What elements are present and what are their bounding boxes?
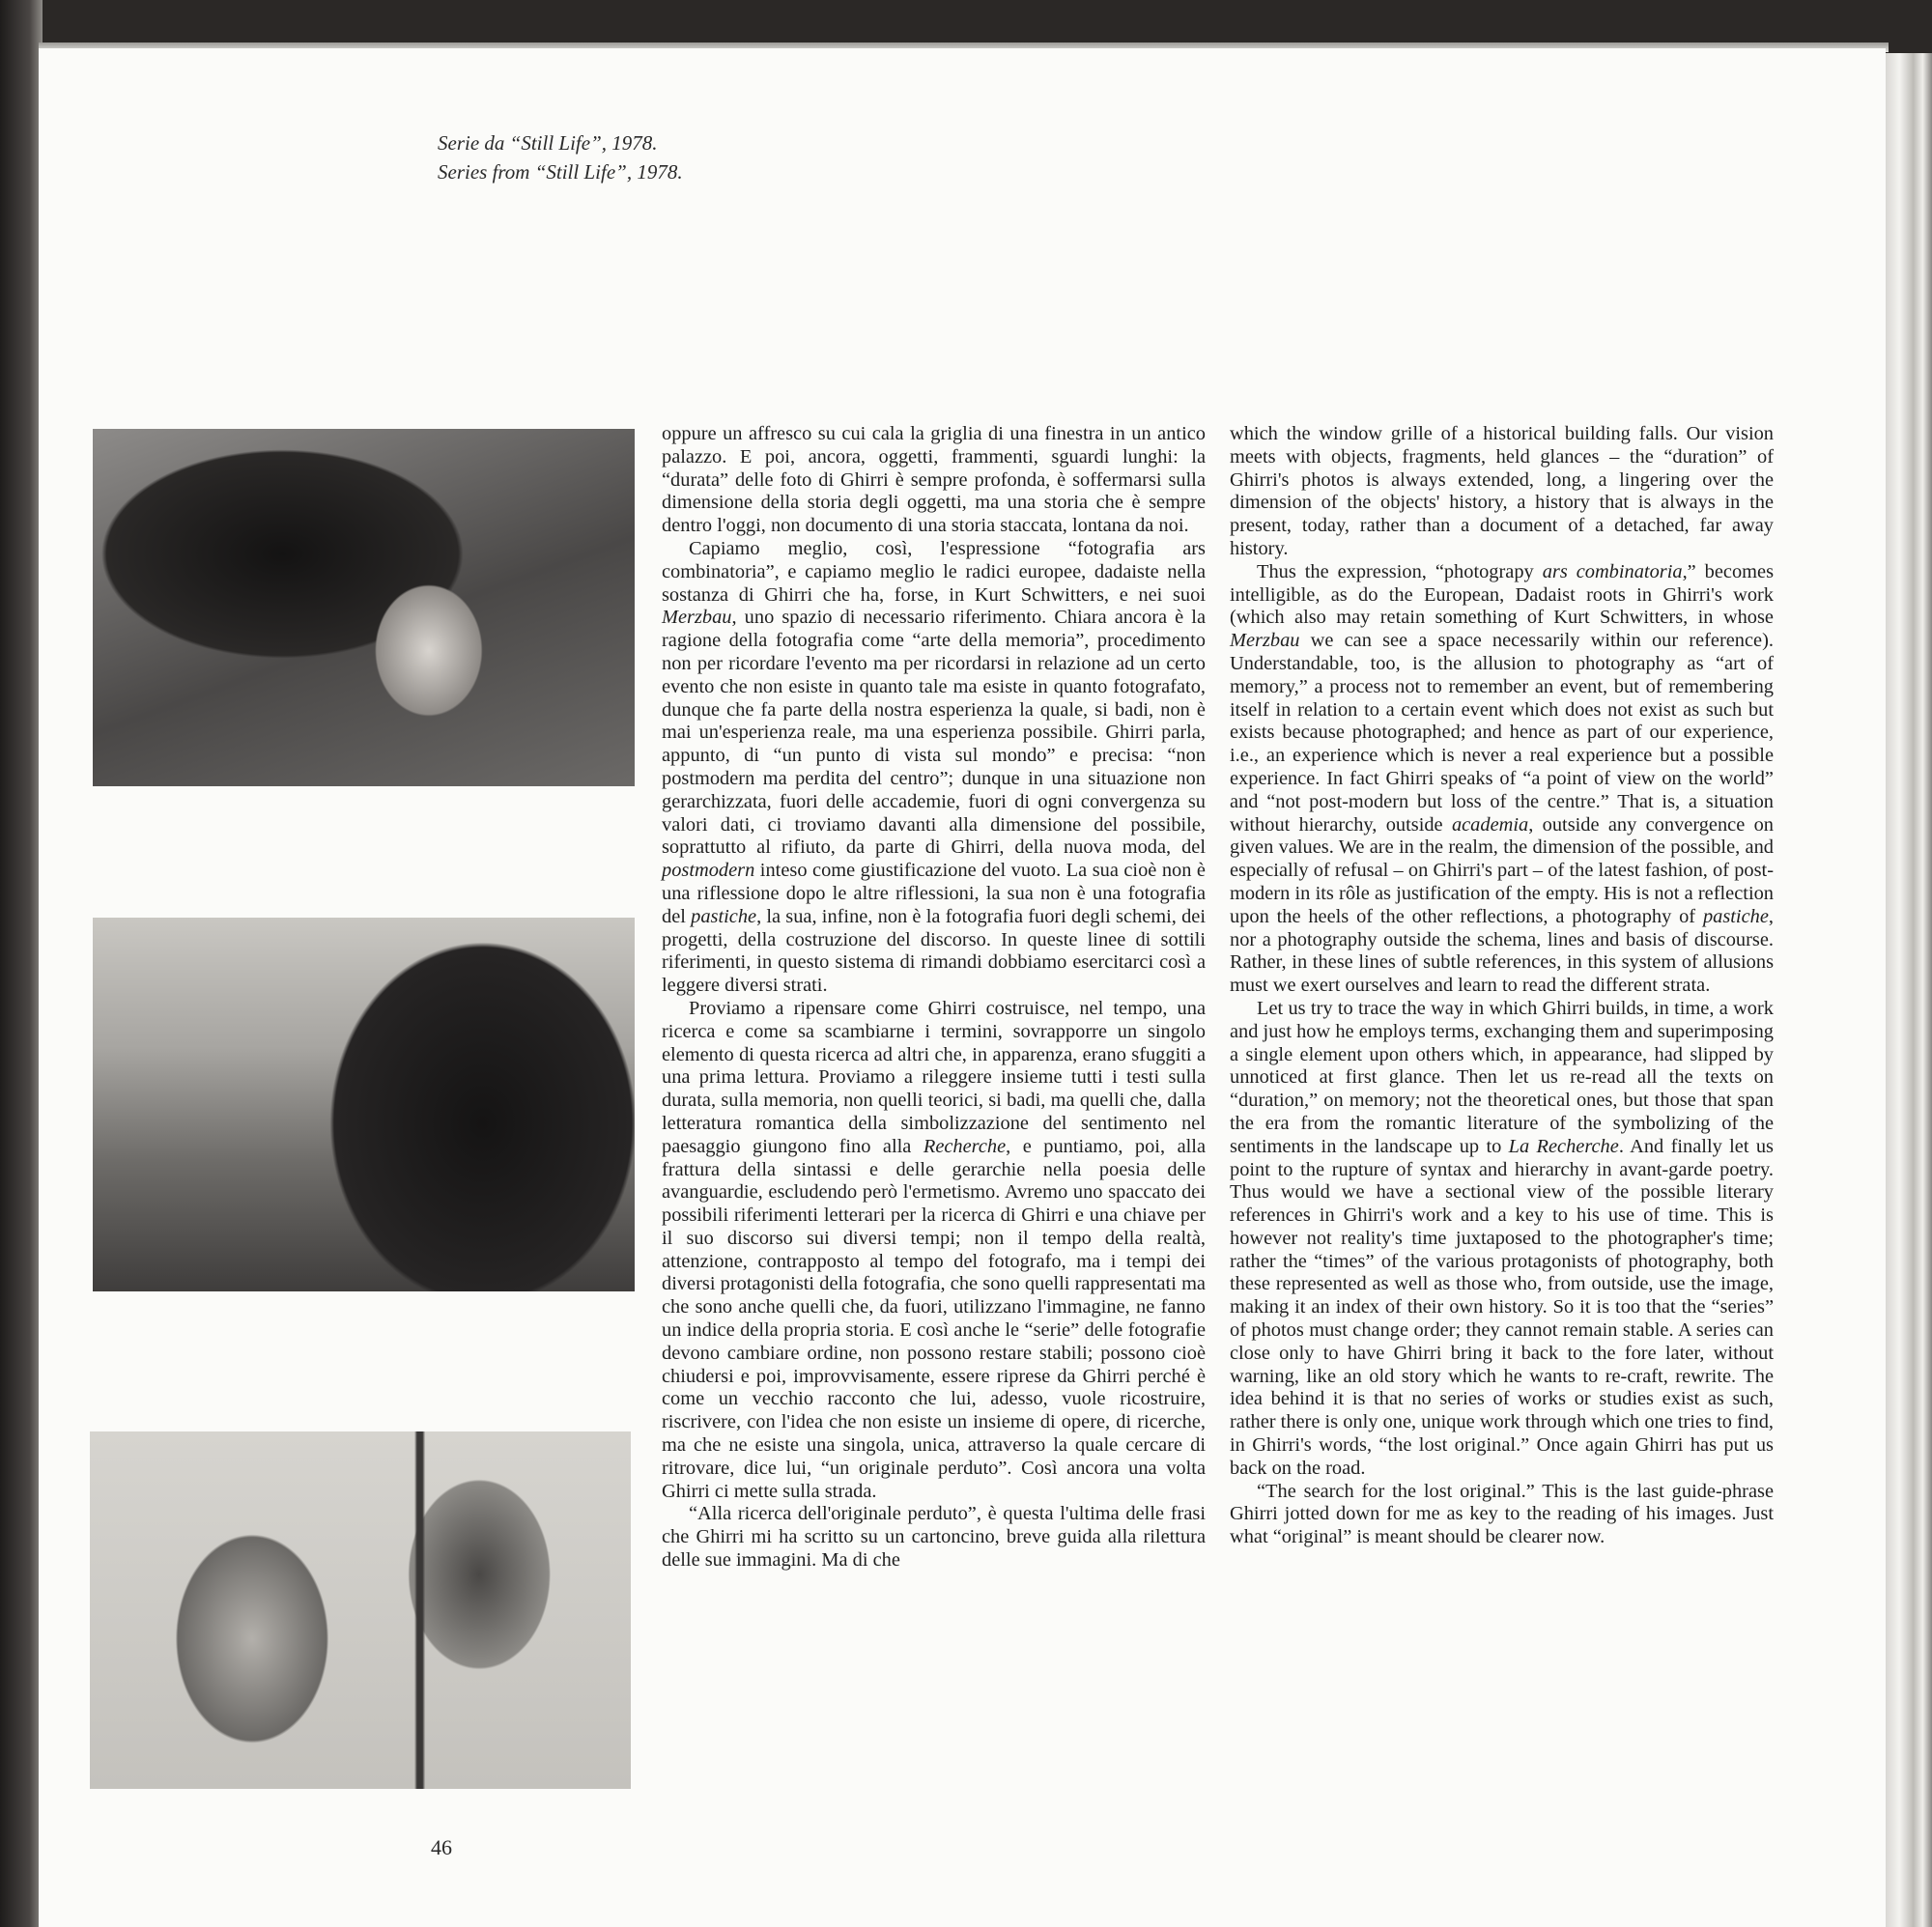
caption-english: Series from “Still Life”, 1978. <box>438 160 683 184</box>
text-run: . And finally let us point to the rupture of syntax and hierarchy in avant-garde poetry. Thus would we have a sectional view of the possible literary references in Ghirri's work and a key to his use of time. This is however not reality's time juxtaposed to the photographer's time; rather the “times” of the various protagonists of photography, both these represented as well as those who, from outside, use the image, making it an index of their own history. So it is too that the “series” of photos must change order; they cannot remain stable. A series can close only to have Ghirri bring it back to the fore later, without warning, like an old story which he wants to re-craft, rewrite. The idea behind it is that no series of works or studies exist as such, rather there is only one, unique work through which one tries to find, in Ghirri's words, “the lost original.” Once again Ghirri has put us back on the road. <box>1230 1135 1774 1479</box>
italic-text-run: academia <box>1451 813 1529 836</box>
paragraph <box>1230 561 1774 998</box>
text-run: ,” becomes intelligible, as do the European, Dadaist roots in Ghirri's work (which also may retain something of Kurt Schwitters, in whose <box>1230 560 1775 629</box>
photo-harbour-painting-with-figure <box>93 918 635 1291</box>
text-run: inteso come giustificazione del vuoto. La sua cioè non è una riflessione dopo le altre riflessioni, la sua non è una fotografia del <box>662 860 1206 927</box>
paragraph <box>1230 1481 1774 1549</box>
text-run: oppure un affresco su cui cala la griglia di una finestra in un antico palazzo. E poi, ancora, oggetti, frammenti, sguardi lunghi: la “durata” delle foto di Ghirri è sempre profonda, è soffermarsi sulla dimensione della storia degli oggetti, ma una storia che è sempre dentro l'oggi, non documento di una storia staccata, lontana da noi. <box>662 423 1206 537</box>
text-run: , outside any convergence on given values. We are in the realm, the dimension of the possible, and especially of refusal – on Ghirri's part – of the latest fashion, of post-modern in its rôle as justification of the empty. His is not a reflection upon the heels of the other reflections, a photography of <box>1230 813 1774 927</box>
text-run: “Alla ricerca dell'originale perduto”, è questa l'ultima delle frasi che Ghirri mi ha scritto su un cartoncino, breve guida alla rilettura delle sue immagini. Ma di che <box>662 1503 1206 1572</box>
page-number: 46 <box>431 1835 452 1859</box>
italic-text-run: pastiche <box>691 905 757 927</box>
photo-caption <box>438 128 683 186</box>
paragraph <box>1230 423 1774 561</box>
text-run: Proviamo a ripensare come Ghirri costruisce, nel tempo, una ricerca e come sa scambiarne i termini, sovrapporre un singolo elemento di questa ricerca ad altri che, in apparenza, erano sfuggiti a una prima lettura. Proviamo a rileggere insieme tutti i testi sulla durata, sulla memoria, non quelli teorici, si badi, ma quelli che, dalla letteratura romantica della simbolizzazione del sentimento nel paesaggio giungono fino alla <box>662 997 1206 1157</box>
paragraph <box>662 423 1206 538</box>
page-stack-edge <box>1886 53 1932 1927</box>
italic-text-run: Merzbau <box>662 607 732 629</box>
italic-text-run: La Recherche <box>1508 1135 1619 1157</box>
italic-text-run: Merzbau <box>1230 630 1300 652</box>
italic-text-run: pastiche <box>1702 905 1769 927</box>
text-run: , e puntiamo, poi, alla frattura della sintassi e delle gerarchie nella poesia delle avanguardie, escludendo però l'ermetismo. Avremo uno spaccato dei possibili riferimenti letterari per la ricerca di Ghirri e una chiave per il suo discorso sui diversi tempi; non il tempo della realtà, attenzione, contrapposto al tempo del fotografo, ma i tempi dei diversi protagonisti della fotografia, che sono quelli rappresentati ma che sono anche quelli che, da fuori, utilizzano l'immagine, ne fanno un indice della propria storia. E così anche le “serie” delle fotografie devono cambiare ordine, non possono restare stabili; possono cioè chiudersi e poi, improvvisamente, essere riprese da Ghirri perché è come un vecchio racconto che lui, adesso, vuole ricostruire, riscrivere, con l'idea che non esiste un insieme di opere, di ricerche, ma che ne esiste una singola, unica, attraverso la quale cercare di ritrovare, dice lui, “un originale perduto”. Così ancora una volta Ghirri ci mette sulla strada. <box>662 1135 1207 1502</box>
text-run: we can see a space necessarily within our reference). Understandable, too, is the allusion to photography as “art of memory,” a process not to remember an event, but of remembering itself in relation to a certain event which does not exist as such but exists because photographed; and hence as part of our experience, i.e., an experience which is never a real experience but a possible experience. In fact Ghirri speaks of “a point of view on the world” and “not post-modern but loss of the centre.” That is, a situation without hierarchy, outside <box>1230 630 1774 836</box>
paragraph <box>662 538 1206 998</box>
text-run: Let us try to trace the way in which Ghirri builds, in time, a work and just how he employs terms, exchanging them and superimposing a single element upon others which, in appearance, had slipped by unnoticed at first glance. Then let us re-read all the texts on “duration,” on memory; not the theoretical ones, but those that span the era from the romantic literature of the symbolizing of the sentiments in the landscape up to <box>1230 997 1774 1157</box>
italic-text-run: Recherche <box>923 1135 1007 1157</box>
italic-text-run: postmodern <box>662 860 755 882</box>
text-run: , nor a photography outside the schema, lines and basis of discourse. Rather, in these lines of subtle references, in this system of allusions must we exert ourselves and learn to read the different strata. <box>1230 905 1774 997</box>
paragraph <box>662 1503 1206 1572</box>
paragraph <box>1230 998 1774 1481</box>
text-run: , uno spazio di necessario riferimento. Chiara ancora è la ragione della fotografia come “arte della memoria”, procedimento non per ricordare l'evento ma per ricordarsi in relazione ad un certo evento che non esiste in quanto tale ma esiste in quanto fotografato, dunque che fa parte della nostra esperienza la quale, si badi, non è mai un'esperienza reale, ma una esperienza possibile. Ghirri parla, appunto, di “un punto di vista sul mondo” e precisa: “non postmodern ma perdita del centro”; dunque in una situazione non gerarchizzata, fuori delle accademie, fuori di ogni convergenza su valori dati, ci troviamo davanti alla dimensione del possibile, soprattutto al rifiuto, da parte di Ghirri, della nuova moda, del <box>662 607 1206 859</box>
english-text-column <box>1230 423 1774 1549</box>
italian-text-column <box>662 423 1206 1573</box>
book-binding <box>0 0 43 1927</box>
italic-text-run: ars combinatoria <box>1542 560 1683 582</box>
caption-italian: Serie da “Still Life”, 1978. <box>438 131 658 155</box>
text-run: Capiamo meglio, così, l'espressione “fotografia ars combinatoria”, e capiamo meglio le radici europee, dadaiste nella sostanza di Ghirri che ha, forse, in Kurt Schwitters, e nei suoi <box>662 537 1206 606</box>
text-run: , la sua, infine, non è la fotografia fuori degli schemi, dei progetti, della costruzione del discorso. In queste linee di sottili riferimenti, in questo sistema di rimandi dobbiamo esercitarci così a leggere diversi strati. <box>662 905 1206 997</box>
text-run: Thus the expression, “photograpy <box>1257 560 1543 582</box>
paragraph <box>662 998 1206 1504</box>
photo-portrait-in-painting <box>93 429 635 786</box>
text-run: which the window grille of a historical building falls. Our vision meets with objects, fragments, held glances – the “duration” of Ghirri's photos is always extended, long, a lingering over the dimension of the objects' history, a history that is always in the present, today, rather than a document of a detached, far away history. <box>1230 423 1774 559</box>
text-run: “The search for the lost original.” This is the last guide-phrase Ghirri jotted down for me as key to the reading of his images. Just what “original” is meant should be clearer now. <box>1230 1480 1774 1548</box>
photo-woman-with-mirror <box>90 1431 631 1789</box>
